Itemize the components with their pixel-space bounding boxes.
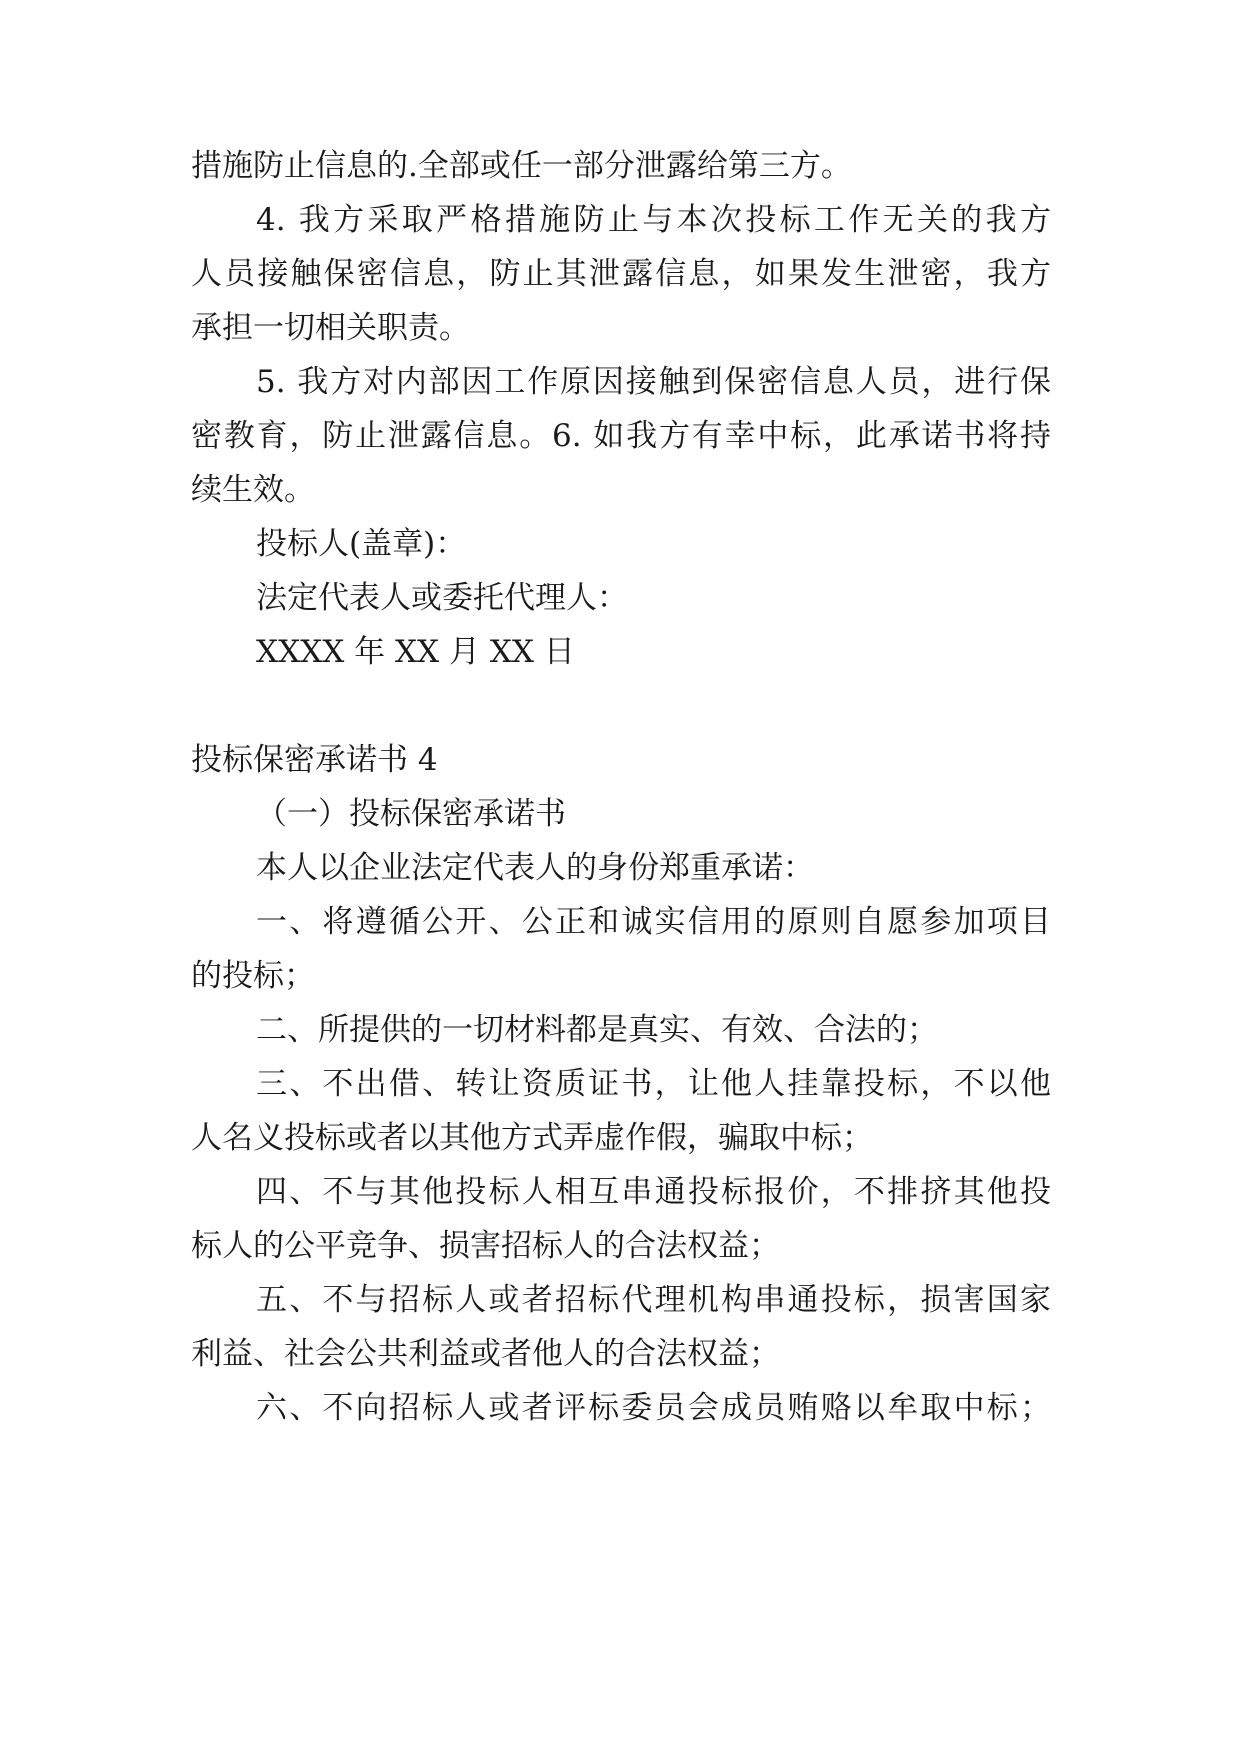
text-line: 三、不出借、转让资质证书，让他人挂靠投标，不以他 <box>256 1066 1051 1102</box>
signature-label-bidder: 投标人(盖章)： <box>256 526 467 562</box>
text-line: 的投标； <box>191 958 315 994</box>
text-line: 本人以企业法定代表人的身份郑重承诺： <box>256 850 814 886</box>
text-line: 措施防止信息的.全部或任一部分泄露给第三方。 <box>191 148 852 184</box>
text-line: 续生效。 <box>191 472 315 508</box>
text-line: 利益、社会公共利益或者他人的合法权益； <box>191 1336 780 1372</box>
text-line: 六、不向招标人或者评标委员会成员贿赂以牟取中标； <box>256 1390 1051 1426</box>
text-line: 人员接触保密信息，防止其泄露信息，如果发生泄密，我方 <box>191 256 1051 292</box>
text-line: 人名义投标或者以其他方式弄虚作假，骗取中标； <box>191 1120 873 1156</box>
text-line: 一、将遵循公开、公正和诚实信用的原则自愿参加项目 <box>256 904 1051 940</box>
text-line: 五、不与招标人或者招标代理机构串通投标，损害国家 <box>256 1282 1051 1318</box>
date-line: XXXX 年 XX 月 XX 日 <box>256 634 575 670</box>
signature-label-representative: 法定代表人或委托代理人： <box>256 580 628 616</box>
text-line: 四、不与其他投标人相互串通投标报价，不排挤其他投 <box>256 1174 1051 1210</box>
section-title: 投标保密承诺书 4 <box>191 742 438 778</box>
subsection-title: （一）投标保密承诺书 <box>256 796 566 832</box>
text-line: 二、所提供的一切材料都是真实、有效、合法的； <box>256 1012 938 1048</box>
text-line: 承担一切相关职责。 <box>191 310 470 346</box>
text-line: 标人的公平竞争、损害招标人的合法权益； <box>191 1228 780 1264</box>
text-line: 5. 我方对内部因工作原因接触到保密信息人员，进行保 <box>256 364 1051 400</box>
text-line: 密教育，防止泄露信息。6. 如我方有幸中标，此承诺书将持 <box>191 418 1051 454</box>
text-line: 4. 我方采取严格措施防止与本次投标工作无关的我方 <box>256 202 1051 238</box>
